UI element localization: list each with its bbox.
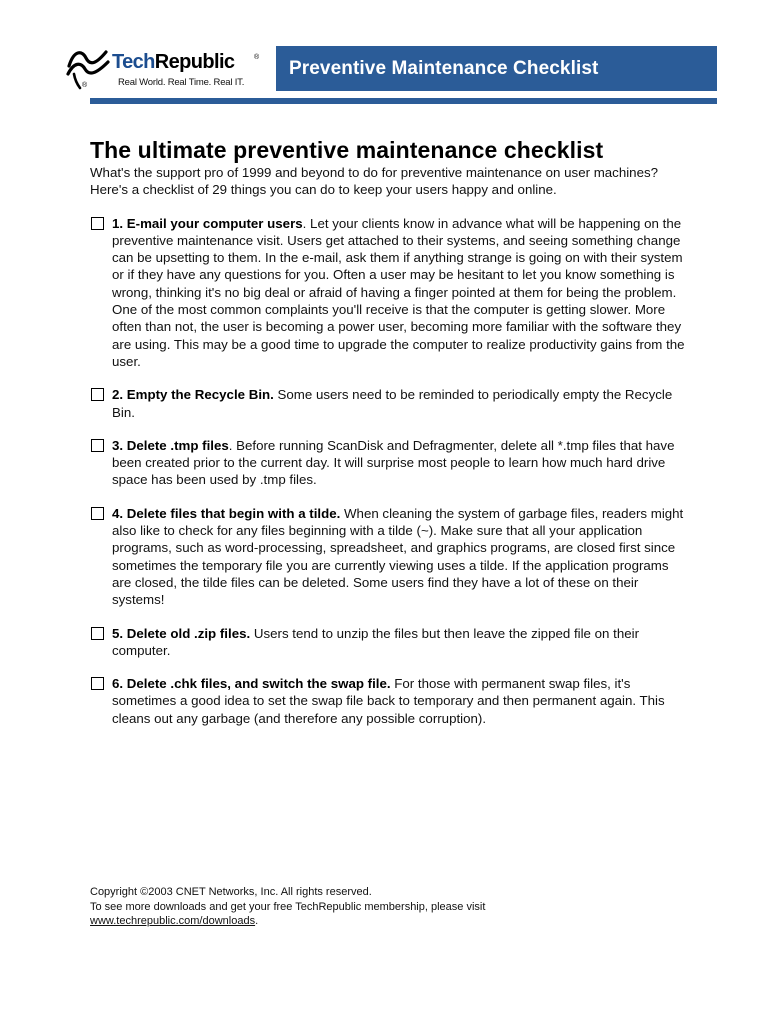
- checklist-item-body: Some users need to be reminded to periodically empty the Recycle Bin.: [112, 387, 673, 420]
- checklist-item: [90, 675, 690, 727]
- checklist-item-title: 4. Delete files that begin with a tilde.: [112, 505, 341, 521]
- checklist-item-text: [112, 625, 690, 660]
- header-divider: [90, 98, 717, 104]
- downloads-link[interactable]: www.techrepublic.com/downloads: [90, 915, 256, 927]
- checklist-item-body: When cleaning the system of garbage files, readers might also like to check for any files beginning with a tilde (~). Make sure that all your application programs, such as word-processing, spreadsheet, and graphics programs, are closed first since sometimes the temporary file you are currently viewing uses a tilde. If the application programs are closed, the tilde files can be deleted. Some users find they have a lot of these on their systems!: [112, 505, 684, 608]
- checklist-item-title: 5. Delete old .zip files.: [112, 625, 251, 641]
- checklist-item-title: 1. E-mail your computer users: [112, 215, 303, 231]
- document-title-bar: Preventive Maintenance Checklist: [276, 46, 717, 91]
- checkbox[interactable]: [91, 507, 104, 520]
- page-title: The ultimate preventive maintenance checklist: [90, 137, 604, 163]
- checklist-item: [90, 215, 690, 371]
- techrepublic-logo: [66, 44, 266, 96]
- main-content: [90, 136, 690, 743]
- logo-tagline: Real World. Real Time. Real IT.: [118, 77, 245, 88]
- logo-wordmark: TechRepublic: [112, 51, 235, 73]
- checklist-item: [90, 505, 690, 609]
- checklist: [90, 215, 690, 727]
- checklist-item-text: [112, 505, 690, 609]
- checklist-item-text: [112, 437, 690, 489]
- logo-swoosh-icon: [66, 44, 112, 94]
- registered-mark-small: ®: [82, 82, 88, 89]
- checkbox[interactable]: [91, 677, 104, 690]
- checklist-item-title: 2. Empty the Recycle Bin.: [112, 387, 274, 403]
- checkbox[interactable]: [91, 388, 104, 401]
- checklist-item: [90, 386, 690, 421]
- document-footer: [90, 885, 690, 929]
- checklist-item: [90, 625, 690, 660]
- checkbox[interactable]: [91, 439, 104, 452]
- checkbox[interactable]: [91, 627, 104, 640]
- checklist-item-body: For those with permanent swap files, it's sometimes a good idea to set the swap file back to temporary and then permanent again. This cleans out any garbage (and therefore any possible corruption).: [112, 676, 665, 726]
- intro-paragraph: What's the support pro of 1999 and beyond to do for preventive maintenance on user machines? Here's a checklist of 29 things you can do to keep your users happy and online.: [90, 165, 659, 198]
- checklist-item-body: . Before running ScanDisk and Defragmenter, delete all *.tmp files that have been created prior to the current day. It will surprise most people to learn how much hard drive space has been used by .tmp files.: [112, 437, 675, 488]
- document-header: [0, 0, 768, 110]
- footer-link-suffix: .: [255, 915, 259, 927]
- checkbox[interactable]: [91, 217, 104, 230]
- membership-text: To see more downloads and get your free TechRepublic membership, please visit: [90, 900, 486, 913]
- checklist-item-title: 6. Delete .chk files, and switch the swap file.: [112, 676, 391, 692]
- checklist-item-title: 3. Delete .tmp files: [112, 437, 229, 453]
- copyright-text: Copyright ©2003 CNET Networks, Inc. All rights reserved.: [90, 886, 372, 898]
- checklist-item: [90, 437, 690, 489]
- footer-link-line: [90, 914, 690, 929]
- checklist-item-body: Users tend to unzip the files but then leave the zipped file on their computer.: [112, 625, 639, 658]
- checklist-item-text: [112, 675, 690, 727]
- checklist-item-text: [112, 215, 690, 371]
- registered-mark: ®: [254, 54, 260, 61]
- checklist-item-body: . Let your clients know in advance what will be happening on the preventive maintenance visit. Users get attached to their systems, and seeing something change can be upsetting to them. In the e-mail, ask them if anything strange is going on with their system or if they have any questions for you. Often a user may be hesitant to let you know something is wrong, thinking it's no big deal or afraid of having a finger pointed at them for being the problem. One of the most common complaints you'll receive is that the computer is getting slower. More often than not, the user is becoming a power user, becoming more familiar with the software they are using. This may be a good time to upgrade the computer to realize productivity gains from the user.: [112, 215, 685, 369]
- checklist-item-text: [112, 386, 690, 421]
